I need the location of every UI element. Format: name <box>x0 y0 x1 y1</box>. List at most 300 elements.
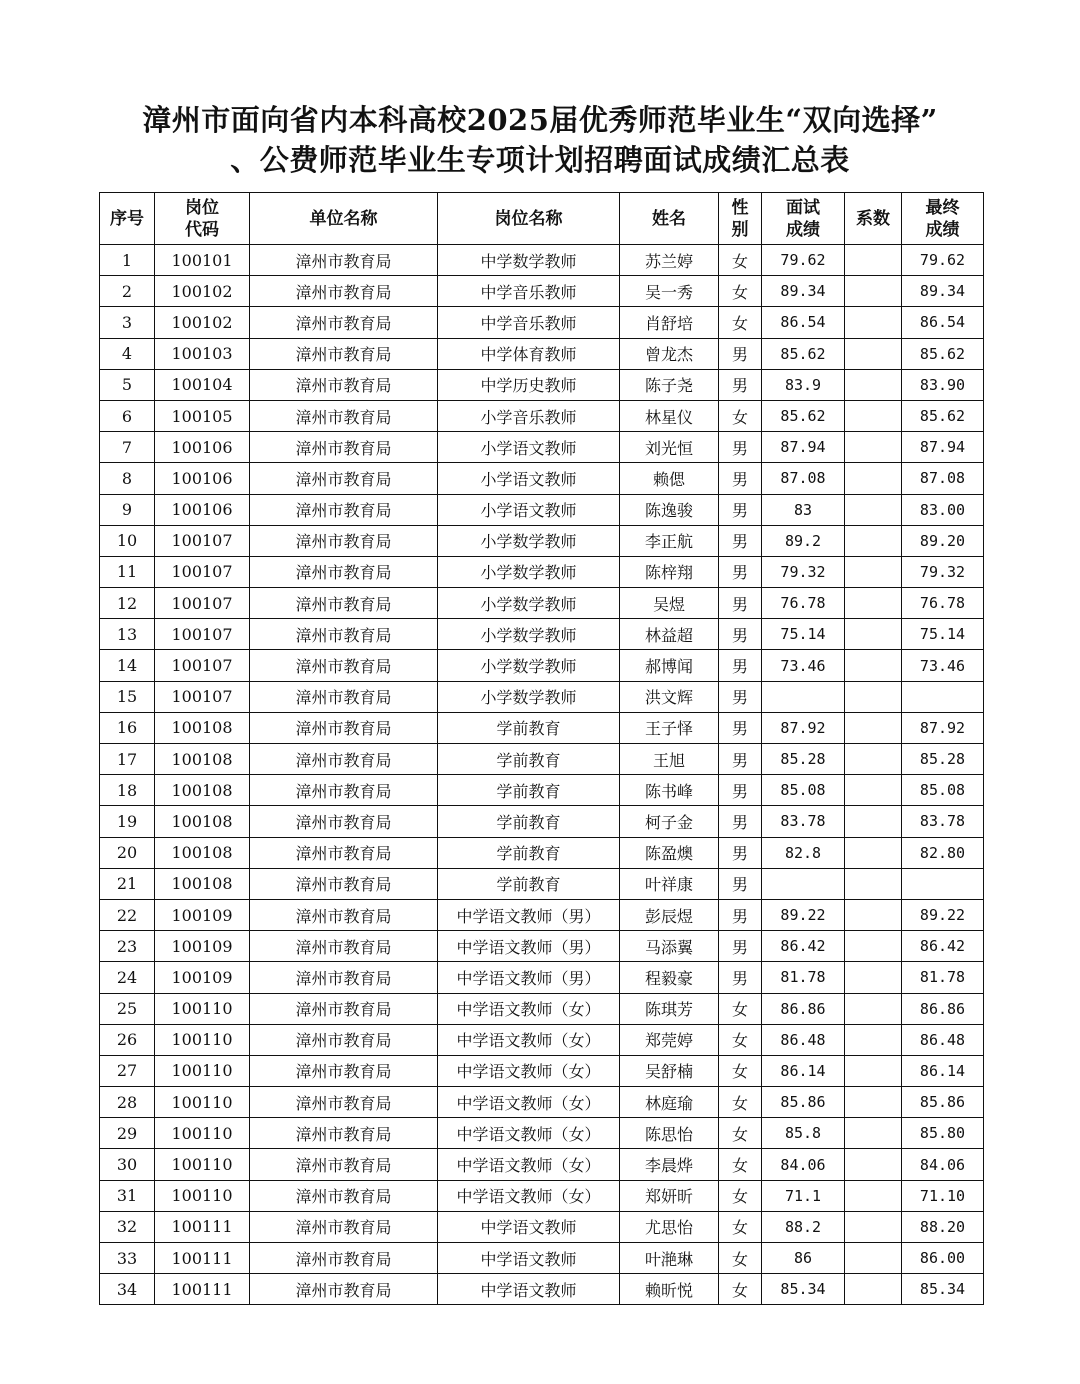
code-cell: 100106 <box>155 494 250 525</box>
coefficient-cell <box>845 494 902 525</box>
gender-cell: 女 <box>719 400 762 431</box>
header-gender: 性 别 <box>719 193 762 245</box>
position-cell: 小学语文教师 <box>438 463 620 494</box>
code-cell: 100110 <box>155 1118 250 1149</box>
code-cell: 100108 <box>155 868 250 899</box>
name-cell: 刘光恒 <box>620 432 719 463</box>
unit-cell: 漳州市教育局 <box>250 588 438 619</box>
name-cell: 吴舒楠 <box>620 1055 719 1086</box>
seq-cell: 14 <box>100 650 155 681</box>
name-cell: 吴一秀 <box>620 276 719 307</box>
position-cell: 学前教育 <box>438 712 620 743</box>
table-row <box>100 868 984 899</box>
final-score-cell: 81.78 <box>902 962 984 993</box>
position-cell: 中学语文教师 <box>438 1274 620 1305</box>
table-row <box>100 681 984 712</box>
name-cell: 陈逸骏 <box>620 494 719 525</box>
gender-cell: 男 <box>719 619 762 650</box>
final-score-cell: 87.92 <box>902 712 984 743</box>
table-header-row <box>100 193 984 245</box>
gender-cell: 女 <box>719 1149 762 1180</box>
seq-cell: 20 <box>100 837 155 868</box>
gender-cell: 女 <box>719 245 762 276</box>
interview-score-cell: 89.22 <box>762 899 845 930</box>
code-cell: 100109 <box>155 899 250 930</box>
interview-score-cell: 87.94 <box>762 432 845 463</box>
position-cell: 中学语文教师（女） <box>438 1118 620 1149</box>
name-cell: 陈子尧 <box>620 369 719 400</box>
table-row <box>100 619 984 650</box>
seq-cell: 2 <box>100 276 155 307</box>
coefficient-cell <box>845 1087 902 1118</box>
final-score-cell: 85.62 <box>902 400 984 431</box>
code-cell: 100110 <box>155 1149 250 1180</box>
interview-score-cell: 83 <box>762 494 845 525</box>
coefficient-cell <box>845 962 902 993</box>
code-cell: 100107 <box>155 619 250 650</box>
code-cell: 100108 <box>155 775 250 806</box>
name-cell: 郑莞婷 <box>620 1024 719 1055</box>
final-score-cell: 85.62 <box>902 338 984 369</box>
unit-cell: 漳州市教育局 <box>250 400 438 431</box>
final-score-cell: 83.00 <box>902 494 984 525</box>
table-row <box>100 806 984 837</box>
position-cell: 中学历史教师 <box>438 369 620 400</box>
unit-cell: 漳州市教育局 <box>250 494 438 525</box>
seq-cell: 3 <box>100 307 155 338</box>
gender-cell: 男 <box>719 588 762 619</box>
position-cell: 中学语文教师（男） <box>438 931 620 962</box>
final-score-cell: 89.20 <box>902 525 984 556</box>
position-cell: 小学数学教师 <box>438 681 620 712</box>
seq-cell: 17 <box>100 744 155 775</box>
name-cell: 李晨烨 <box>620 1149 719 1180</box>
final-score-cell: 82.80 <box>902 837 984 868</box>
gender-cell: 女 <box>719 1211 762 1242</box>
unit-cell: 漳州市教育局 <box>250 463 438 494</box>
name-cell: 叶滟琳 <box>620 1243 719 1274</box>
final-score-cell: 79.62 <box>902 245 984 276</box>
seq-cell: 4 <box>100 338 155 369</box>
name-cell: 程毅豪 <box>620 962 719 993</box>
code-cell: 100107 <box>155 681 250 712</box>
interview-score-cell: 79.32 <box>762 556 845 587</box>
table-row <box>100 962 984 993</box>
coefficient-cell <box>845 1024 902 1055</box>
final-score-cell <box>902 868 984 899</box>
position-cell: 学前教育 <box>438 868 620 899</box>
unit-cell: 漳州市教育局 <box>250 245 438 276</box>
seq-cell: 19 <box>100 806 155 837</box>
seq-cell: 13 <box>100 619 155 650</box>
code-cell: 100109 <box>155 962 250 993</box>
seq-cell: 28 <box>100 1087 155 1118</box>
final-score-cell: 86.42 <box>902 931 984 962</box>
coefficient-cell <box>845 837 902 868</box>
seq-cell: 6 <box>100 400 155 431</box>
table-row <box>100 775 984 806</box>
code-cell: 100106 <box>155 432 250 463</box>
coefficient-cell <box>845 463 902 494</box>
name-cell: 林益超 <box>620 619 719 650</box>
seq-cell: 24 <box>100 962 155 993</box>
header-coefficient: 系数 <box>845 193 902 245</box>
position-cell: 中学音乐教师 <box>438 307 620 338</box>
unit-cell: 漳州市教育局 <box>250 1149 438 1180</box>
code-cell: 100105 <box>155 400 250 431</box>
table-row <box>100 463 984 494</box>
table-row <box>100 1243 984 1274</box>
interview-score-cell: 82.8 <box>762 837 845 868</box>
seq-cell: 29 <box>100 1118 155 1149</box>
coefficient-cell <box>845 588 902 619</box>
unit-cell: 漳州市教育局 <box>250 1055 438 1086</box>
table-row <box>100 400 984 431</box>
seq-cell: 26 <box>100 1024 155 1055</box>
gender-cell: 男 <box>719 369 762 400</box>
final-score-cell: 85.28 <box>902 744 984 775</box>
name-cell: 肖舒培 <box>620 307 719 338</box>
unit-cell: 漳州市教育局 <box>250 432 438 463</box>
gender-cell: 男 <box>719 931 762 962</box>
final-score-cell: 84.06 <box>902 1149 984 1180</box>
position-cell: 学前教育 <box>438 806 620 837</box>
interview-score-cell: 85.86 <box>762 1087 845 1118</box>
final-score-cell: 89.34 <box>902 276 984 307</box>
code-cell: 100108 <box>155 806 250 837</box>
gender-cell: 男 <box>719 681 762 712</box>
name-cell: 彭辰煜 <box>620 899 719 930</box>
interview-score-cell: 83.78 <box>762 806 845 837</box>
seq-cell: 9 <box>100 494 155 525</box>
position-cell: 中学语文教师（女） <box>438 993 620 1024</box>
code-cell: 100110 <box>155 993 250 1024</box>
final-score-cell: 73.46 <box>902 650 984 681</box>
name-cell: 曾龙杰 <box>620 338 719 369</box>
table-row <box>100 369 984 400</box>
name-cell: 王旭 <box>620 744 719 775</box>
coefficient-cell <box>845 245 902 276</box>
code-cell: 100111 <box>155 1211 250 1242</box>
seq-cell: 7 <box>100 432 155 463</box>
table-row <box>100 993 984 1024</box>
coefficient-cell <box>845 806 902 837</box>
final-score-cell: 83.78 <box>902 806 984 837</box>
position-cell: 中学语文教师（女） <box>438 1055 620 1086</box>
seq-cell: 10 <box>100 525 155 556</box>
header-position: 岗位名称 <box>438 193 620 245</box>
interview-score-cell: 83.9 <box>762 369 845 400</box>
table-row <box>100 432 984 463</box>
unit-cell: 漳州市教育局 <box>250 1243 438 1274</box>
name-cell: 陈书峰 <box>620 775 719 806</box>
final-score-cell: 85.80 <box>902 1118 984 1149</box>
code-cell: 100108 <box>155 837 250 868</box>
name-cell: 李正航 <box>620 525 719 556</box>
coefficient-cell <box>845 1118 902 1149</box>
coefficient-cell <box>845 1211 902 1242</box>
gender-cell: 男 <box>719 556 762 587</box>
seq-cell: 25 <box>100 993 155 1024</box>
position-cell: 小学音乐教师 <box>438 400 620 431</box>
position-cell: 小学数学教师 <box>438 650 620 681</box>
unit-cell: 漳州市教育局 <box>250 868 438 899</box>
header-final-score: 最终 成绩 <box>902 193 984 245</box>
table-row <box>100 276 984 307</box>
table-row <box>100 1180 984 1211</box>
header-name: 姓名 <box>620 193 719 245</box>
header-interview-score: 面试 成绩 <box>762 193 845 245</box>
interview-score-cell: 76.78 <box>762 588 845 619</box>
seq-cell: 12 <box>100 588 155 619</box>
unit-cell: 漳州市教育局 <box>250 931 438 962</box>
gender-cell: 女 <box>719 1055 762 1086</box>
position-cell: 中学语文教师 <box>438 1243 620 1274</box>
unit-cell: 漳州市教育局 <box>250 1274 438 1305</box>
final-score-cell: 71.10 <box>902 1180 984 1211</box>
interview-score-cell: 89.2 <box>762 525 845 556</box>
gender-cell: 男 <box>719 837 762 868</box>
table-row <box>100 338 984 369</box>
interview-score-cell <box>762 868 845 899</box>
coefficient-cell <box>845 650 902 681</box>
coefficient-cell <box>845 1243 902 1274</box>
final-score-cell: 76.78 <box>902 588 984 619</box>
name-cell: 林星仪 <box>620 400 719 431</box>
unit-cell: 漳州市教育局 <box>250 744 438 775</box>
interview-score-cell: 85.28 <box>762 744 845 775</box>
coefficient-cell <box>845 369 902 400</box>
unit-cell: 漳州市教育局 <box>250 525 438 556</box>
final-score-cell: 86.14 <box>902 1055 984 1086</box>
table-row <box>100 712 984 743</box>
name-cell: 王子怿 <box>620 712 719 743</box>
document-title-line-1: 漳州市面向省内本科高校2025届优秀师范毕业生“双向选择” <box>142 103 938 137</box>
table-row <box>100 1274 984 1305</box>
unit-cell: 漳州市教育局 <box>250 1118 438 1149</box>
gender-cell: 男 <box>719 712 762 743</box>
gender-cell: 男 <box>719 525 762 556</box>
gender-cell: 男 <box>719 899 762 930</box>
final-score-cell: 86.54 <box>902 307 984 338</box>
header-seq: 序号 <box>100 193 155 245</box>
interview-score-cell: 86.14 <box>762 1055 845 1086</box>
interview-score-cell: 73.46 <box>762 650 845 681</box>
position-cell: 小学数学教师 <box>438 556 620 587</box>
name-cell: 吴煜 <box>620 588 719 619</box>
position-cell: 小学数学教师 <box>438 525 620 556</box>
unit-cell: 漳州市教育局 <box>250 837 438 868</box>
table-row <box>100 899 984 930</box>
name-cell: 苏兰婷 <box>620 245 719 276</box>
interview-score-cell: 85.8 <box>762 1118 845 1149</box>
final-score-cell: 86.86 <box>902 993 984 1024</box>
coefficient-cell <box>845 1055 902 1086</box>
document-title-line-2: 、公费师范毕业生专项计划招聘面试成绩汇总表 <box>230 143 850 177</box>
header-unit: 单位名称 <box>250 193 438 245</box>
name-cell: 陈琪芳 <box>620 993 719 1024</box>
unit-cell: 漳州市教育局 <box>250 650 438 681</box>
code-cell: 100110 <box>155 1180 250 1211</box>
coefficient-cell <box>845 712 902 743</box>
gender-cell: 女 <box>719 1118 762 1149</box>
position-cell: 小学语文教师 <box>438 432 620 463</box>
gender-cell: 女 <box>719 993 762 1024</box>
seq-cell: 31 <box>100 1180 155 1211</box>
coefficient-cell <box>845 899 902 930</box>
seq-cell: 15 <box>100 681 155 712</box>
coefficient-cell <box>845 775 902 806</box>
position-cell: 学前教育 <box>438 837 620 868</box>
table-row <box>100 1118 984 1149</box>
table-row <box>100 1055 984 1086</box>
code-cell: 100108 <box>155 712 250 743</box>
seq-cell: 27 <box>100 1055 155 1086</box>
coefficient-cell <box>845 619 902 650</box>
header-code: 岗位 代码 <box>155 193 250 245</box>
interview-score-cell: 86.42 <box>762 931 845 962</box>
gender-cell: 女 <box>719 1024 762 1055</box>
position-cell: 中学语文教师（男） <box>438 899 620 930</box>
coefficient-cell <box>845 868 902 899</box>
table-row <box>100 525 984 556</box>
code-cell: 100111 <box>155 1274 250 1305</box>
seq-cell: 21 <box>100 868 155 899</box>
table-row <box>100 494 984 525</box>
interview-score-cell: 87.08 <box>762 463 845 494</box>
seq-cell: 34 <box>100 1274 155 1305</box>
gender-cell: 男 <box>719 744 762 775</box>
code-cell: 100107 <box>155 525 250 556</box>
name-cell: 洪文辉 <box>620 681 719 712</box>
name-cell: 赖偲 <box>620 463 719 494</box>
unit-cell: 漳州市教育局 <box>250 1180 438 1211</box>
final-score-cell <box>902 681 984 712</box>
code-cell: 100103 <box>155 338 250 369</box>
table-row <box>100 307 984 338</box>
unit-cell: 漳州市教育局 <box>250 775 438 806</box>
coefficient-cell <box>845 744 902 775</box>
coefficient-cell <box>845 432 902 463</box>
code-cell: 100109 <box>155 931 250 962</box>
table-row <box>100 1211 984 1242</box>
code-cell: 100102 <box>155 276 250 307</box>
final-score-cell: 85.86 <box>902 1087 984 1118</box>
unit-cell: 漳州市教育局 <box>250 681 438 712</box>
unit-cell: 漳州市教育局 <box>250 1024 438 1055</box>
gender-cell: 女 <box>719 1274 762 1305</box>
interview-score-cell <box>762 681 845 712</box>
final-score-cell: 86.00 <box>902 1243 984 1274</box>
table-row <box>100 650 984 681</box>
position-cell: 小学数学教师 <box>438 588 620 619</box>
interview-score-cell: 84.06 <box>762 1149 845 1180</box>
gender-cell: 男 <box>719 432 762 463</box>
table-row <box>100 245 984 276</box>
table-row <box>100 931 984 962</box>
position-cell: 中学语文教师（女） <box>438 1087 620 1118</box>
name-cell: 马添翼 <box>620 931 719 962</box>
final-score-cell: 85.08 <box>902 775 984 806</box>
name-cell: 陈思怡 <box>620 1118 719 1149</box>
coefficient-cell <box>845 1180 902 1211</box>
interview-score-cell: 86.86 <box>762 993 845 1024</box>
final-score-cell: 89.22 <box>902 899 984 930</box>
code-cell: 100110 <box>155 1055 250 1086</box>
interview-score-cell: 79.62 <box>762 245 845 276</box>
final-score-cell: 86.48 <box>902 1024 984 1055</box>
interview-score-cell: 75.14 <box>762 619 845 650</box>
gender-cell: 男 <box>719 868 762 899</box>
table-row <box>100 556 984 587</box>
name-cell: 陈梓翔 <box>620 556 719 587</box>
code-cell: 100101 <box>155 245 250 276</box>
coefficient-cell <box>845 931 902 962</box>
unit-cell: 漳州市教育局 <box>250 1087 438 1118</box>
interview-score-cell: 86 <box>762 1243 845 1274</box>
code-cell: 100111 <box>155 1243 250 1274</box>
final-score-cell: 85.34 <box>902 1274 984 1305</box>
unit-cell: 漳州市教育局 <box>250 556 438 587</box>
gender-cell: 女 <box>719 1180 762 1211</box>
interview-score-cell: 86.54 <box>762 307 845 338</box>
position-cell: 小学语文教师 <box>438 494 620 525</box>
position-cell: 学前教育 <box>438 744 620 775</box>
name-cell: 郑妍昕 <box>620 1180 719 1211</box>
position-cell: 中学语文教师（女） <box>438 1180 620 1211</box>
seq-cell: 30 <box>100 1149 155 1180</box>
unit-cell: 漳州市教育局 <box>250 1211 438 1242</box>
code-cell: 100110 <box>155 1024 250 1055</box>
interview-score-cell: 86.48 <box>762 1024 845 1055</box>
code-cell: 100110 <box>155 1087 250 1118</box>
table-row <box>100 837 984 868</box>
results-table <box>99 192 984 1305</box>
final-score-cell: 87.08 <box>902 463 984 494</box>
unit-cell: 漳州市教育局 <box>250 962 438 993</box>
final-score-cell: 87.94 <box>902 432 984 463</box>
position-cell: 学前教育 <box>438 775 620 806</box>
unit-cell: 漳州市教育局 <box>250 899 438 930</box>
unit-cell: 漳州市教育局 <box>250 712 438 743</box>
gender-cell: 男 <box>719 338 762 369</box>
table-row <box>100 1149 984 1180</box>
interview-score-cell: 87.92 <box>762 712 845 743</box>
unit-cell: 漳州市教育局 <box>250 806 438 837</box>
unit-cell: 漳州市教育局 <box>250 619 438 650</box>
coefficient-cell <box>845 1274 902 1305</box>
gender-cell: 男 <box>719 650 762 681</box>
seq-cell: 33 <box>100 1243 155 1274</box>
final-score-cell: 83.90 <box>902 369 984 400</box>
gender-cell: 男 <box>719 962 762 993</box>
table-row <box>100 1087 984 1118</box>
name-cell: 郝博闻 <box>620 650 719 681</box>
coefficient-cell <box>845 993 902 1024</box>
seq-cell: 22 <box>100 899 155 930</box>
name-cell: 尤思怡 <box>620 1211 719 1242</box>
unit-cell: 漳州市教育局 <box>250 338 438 369</box>
position-cell: 中学体育教师 <box>438 338 620 369</box>
code-cell: 100102 <box>155 307 250 338</box>
position-cell: 中学语文教师（女） <box>438 1149 620 1180</box>
seq-cell: 32 <box>100 1211 155 1242</box>
gender-cell: 女 <box>719 1087 762 1118</box>
name-cell: 林庭瑜 <box>620 1087 719 1118</box>
gender-cell: 男 <box>719 463 762 494</box>
code-cell: 100107 <box>155 556 250 587</box>
table-row <box>100 1024 984 1055</box>
